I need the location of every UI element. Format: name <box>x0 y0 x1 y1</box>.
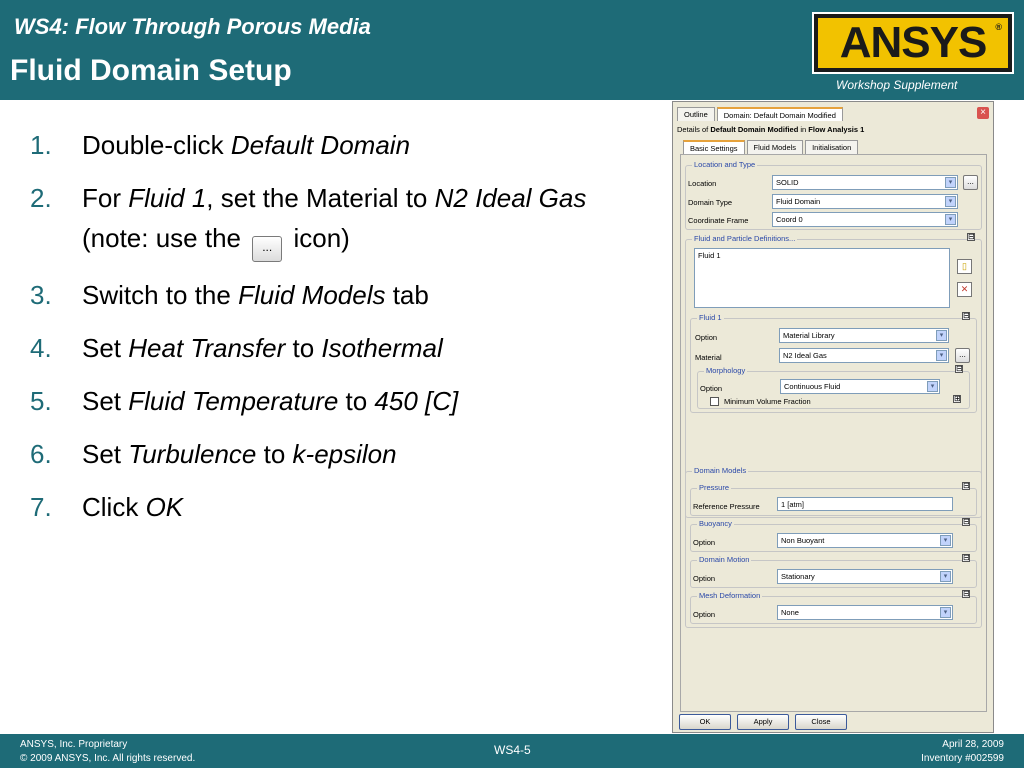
slide-subtitle: WS4: Flow Through Porous Media <box>14 14 371 39</box>
collapse-icon[interactable]: ⊟ <box>968 232 975 241</box>
pressure-label: Pressure <box>699 483 730 492</box>
mesh-deformation-option-select[interactable] <box>777 605 953 620</box>
step-fragment: Switch to the <box>82 280 239 310</box>
step-item <box>30 434 650 474</box>
step-emphasis: Fluid 1 <box>128 183 207 213</box>
step-emphasis: Fluid Temperature <box>128 386 339 416</box>
instruction-steps-list <box>30 125 650 540</box>
location-type-label: Location and Type <box>694 160 756 169</box>
step-fragment: Set <box>82 439 129 469</box>
step-text <box>82 178 650 262</box>
step-fragment: (note: use the <box>82 223 249 253</box>
collapse-icon[interactable]: ⊟ <box>963 589 970 598</box>
step-number: 4. <box>30 333 52 363</box>
step-number: 5. <box>30 386 52 416</box>
fluid1-option-select[interactable] <box>779 328 949 343</box>
material-select[interactable] <box>779 348 949 363</box>
coordinate-frame-label: Coordinate Frame <box>688 216 749 225</box>
material-browse-button[interactable]: ... <box>955 348 970 363</box>
mesh-deformation-group <box>690 589 977 624</box>
step-text <box>82 328 650 368</box>
footer-proprietary: ANSYS, Inc. Proprietary <box>20 739 128 750</box>
tab-initialisation[interactable]: Initialisation <box>805 140 858 154</box>
coordinate-frame-value: Coord 0 <box>776 215 803 224</box>
step-number: 1. <box>30 130 52 160</box>
footer-copyright: © 2009 ANSYS, Inc. All rights reserved. <box>20 753 196 764</box>
chevron-down-icon: ▾ <box>940 607 951 618</box>
fluid1-option-label: Option <box>695 333 718 342</box>
domain-motion-group <box>690 553 977 588</box>
location-browse-button[interactable]: ... <box>963 175 978 190</box>
buoyancy-option-select[interactable] <box>777 533 953 548</box>
chevron-down-icon: ▾ <box>940 535 951 546</box>
chevron-down-icon: ▾ <box>936 330 947 341</box>
domain-models-group <box>685 466 982 628</box>
step-fragment: to <box>256 439 293 469</box>
buoyancy-label: Buoyancy <box>699 519 732 528</box>
morphology-option-value: Continuous Fluid <box>784 382 841 391</box>
tab-fluid-models[interactable]: Fluid Models <box>747 140 804 154</box>
ellipsis-button-icon: ... <box>252 236 282 262</box>
step-emphasis: k-epsilon <box>292 439 397 469</box>
collapse-icon[interactable]: ⊟ <box>963 311 970 320</box>
buoyancy-option-value: Non Buoyant <box>781 536 825 545</box>
step-item <box>30 487 650 527</box>
slide-header <box>0 0 1024 100</box>
chevron-down-icon: ▾ <box>945 196 956 207</box>
location-label: Location <box>688 179 717 188</box>
buoyancy-group <box>690 517 977 552</box>
step-fragment: Double-click <box>82 130 231 160</box>
step-fragment: For <box>82 183 129 213</box>
step-number: 7. <box>30 492 52 522</box>
step-fragment: tab <box>385 280 429 310</box>
fluid-definitions-label: Fluid and Particle Definitions... <box>694 234 796 243</box>
location-value: SOLID <box>776 178 799 187</box>
step-item <box>30 381 650 421</box>
dialog-tab-bar <box>677 107 845 123</box>
ansys-logo <box>812 12 1014 74</box>
step-emphasis: Isothermal <box>321 333 443 363</box>
location-select[interactable] <box>772 175 958 190</box>
slide-title: Fluid Domain Setup <box>10 54 292 87</box>
step-text <box>82 125 650 165</box>
step-item <box>30 178 650 262</box>
footer-date: April 28, 2009 <box>942 739 1004 750</box>
step-fragment: Set <box>82 333 129 363</box>
mesh-deformation-label: Mesh Deformation <box>699 591 761 600</box>
logo-registered-mark: ® <box>995 22 1002 32</box>
step-fragment: , set the Material to <box>206 183 435 213</box>
morphology-group <box>697 364 970 409</box>
settings-tab-bar <box>683 140 860 154</box>
fluid-list[interactable] <box>694 248 950 308</box>
fluid-list-item[interactable]: Fluid 1 <box>698 251 721 260</box>
step-emphasis: Heat Transfer <box>128 333 286 363</box>
expand-icon[interactable]: ⊞ <box>954 394 961 403</box>
close-button[interactable]: Close <box>795 714 847 730</box>
step-text <box>82 381 650 421</box>
mesh-deformation-option-label: Option <box>693 610 716 619</box>
morphology-option-select[interactable] <box>780 379 940 394</box>
min-volume-fraction-label: Minimum Volume Fraction <box>724 397 811 406</box>
reference-pressure-input[interactable]: 1 [atm] <box>777 497 953 511</box>
step-emphasis: N2 Ideal Gas <box>434 183 587 213</box>
collapse-icon[interactable]: ⊟ <box>963 553 970 562</box>
tab-outline[interactable]: Outline <box>677 107 715 121</box>
close-icon[interactable]: × <box>977 107 989 119</box>
step-text <box>82 275 650 315</box>
step-fragment: icon) <box>286 223 350 253</box>
step-item <box>30 125 650 165</box>
morphology-option-label: Option <box>700 384 723 393</box>
fluid1-option-value: Material Library <box>783 331 835 340</box>
coordinate-frame-select[interactable] <box>772 212 958 227</box>
details-analysis-name: Flow Analysis 1 <box>808 125 865 134</box>
step-text <box>82 487 650 527</box>
slide-footer <box>0 734 1024 768</box>
chevron-down-icon: ▾ <box>940 571 951 582</box>
step-number: 3. <box>30 280 52 310</box>
collapse-icon[interactable]: ⊟ <box>963 481 970 490</box>
pressure-group <box>690 481 977 516</box>
min-volume-fraction-checkbox[interactable] <box>710 397 719 406</box>
workshop-supplement-label: Workshop Supplement <box>836 78 958 92</box>
domain-type-value: Fluid Domain <box>776 197 821 206</box>
domain-motion-option-value: Stationary <box>781 572 815 581</box>
fluid1-label: Fluid 1 <box>699 313 722 322</box>
details-mid: in <box>798 125 809 134</box>
chevron-down-icon: ▾ <box>927 381 938 392</box>
basic-settings-panel <box>680 154 987 712</box>
delete-icon[interactable]: ✕ <box>957 282 972 297</box>
step-emphasis: Fluid Models <box>238 280 386 310</box>
collapse-icon[interactable]: ⊟ <box>956 364 963 373</box>
domain-motion-label: Domain Motion <box>699 555 750 564</box>
material-value: N2 Ideal Gas <box>783 351 827 360</box>
logo-text: ANSYS <box>839 18 987 67</box>
domain-models-label: Domain Models <box>694 466 747 475</box>
step-emphasis: 450 [C] <box>374 386 459 416</box>
chevron-down-icon: ▾ <box>945 214 956 225</box>
step-text <box>82 434 650 474</box>
details-prefix: Details of <box>677 125 711 134</box>
morphology-label: Morphology <box>706 366 746 375</box>
reference-pressure-label: Reference Pressure <box>693 502 760 511</box>
step-fragment: to <box>338 386 375 416</box>
step-fragment: Click <box>82 492 146 522</box>
domain-motion-option-select[interactable] <box>777 569 953 584</box>
step-emphasis: Turbulence <box>128 439 257 469</box>
collapse-icon[interactable]: ⊟ <box>963 517 970 526</box>
step-fragment: to <box>285 333 322 363</box>
location-type-group <box>685 160 982 230</box>
domain-type-label: Domain Type <box>688 198 733 207</box>
chevron-down-icon: ▾ <box>936 350 947 361</box>
domain-type-select[interactable] <box>772 194 958 209</box>
details-domain-name: Default Domain Modified <box>710 125 799 134</box>
step-item <box>30 328 650 368</box>
step-number: 6. <box>30 439 52 469</box>
chevron-down-icon: ▾ <box>945 177 956 188</box>
fluid1-group <box>690 311 977 413</box>
step-emphasis: Default Domain <box>230 130 411 160</box>
tab-domain[interactable]: Domain: Default Domain Modified <box>717 107 843 121</box>
new-item-icon[interactable]: ▯ <box>957 259 972 274</box>
buoyancy-option-label: Option <box>693 538 716 547</box>
footer-page-number: WS4-5 <box>494 743 531 757</box>
mesh-deformation-option-value: None <box>781 608 799 617</box>
step-item <box>30 275 650 315</box>
domain-details-dialog <box>672 101 994 733</box>
step-fragment: Set <box>82 386 129 416</box>
tab-basic-settings[interactable]: Basic Settings <box>683 140 745 154</box>
material-label: Material <box>695 353 722 362</box>
domain-motion-option-label: Option <box>693 574 716 583</box>
ok-button[interactable]: OK <box>679 714 731 730</box>
step-emphasis: OK <box>145 492 184 522</box>
footer-inventory: Inventory #002599 <box>921 753 1004 764</box>
apply-button[interactable]: Apply <box>737 714 789 730</box>
logo-background <box>818 18 1008 68</box>
details-heading <box>677 125 864 134</box>
step-number: 2. <box>30 183 52 213</box>
